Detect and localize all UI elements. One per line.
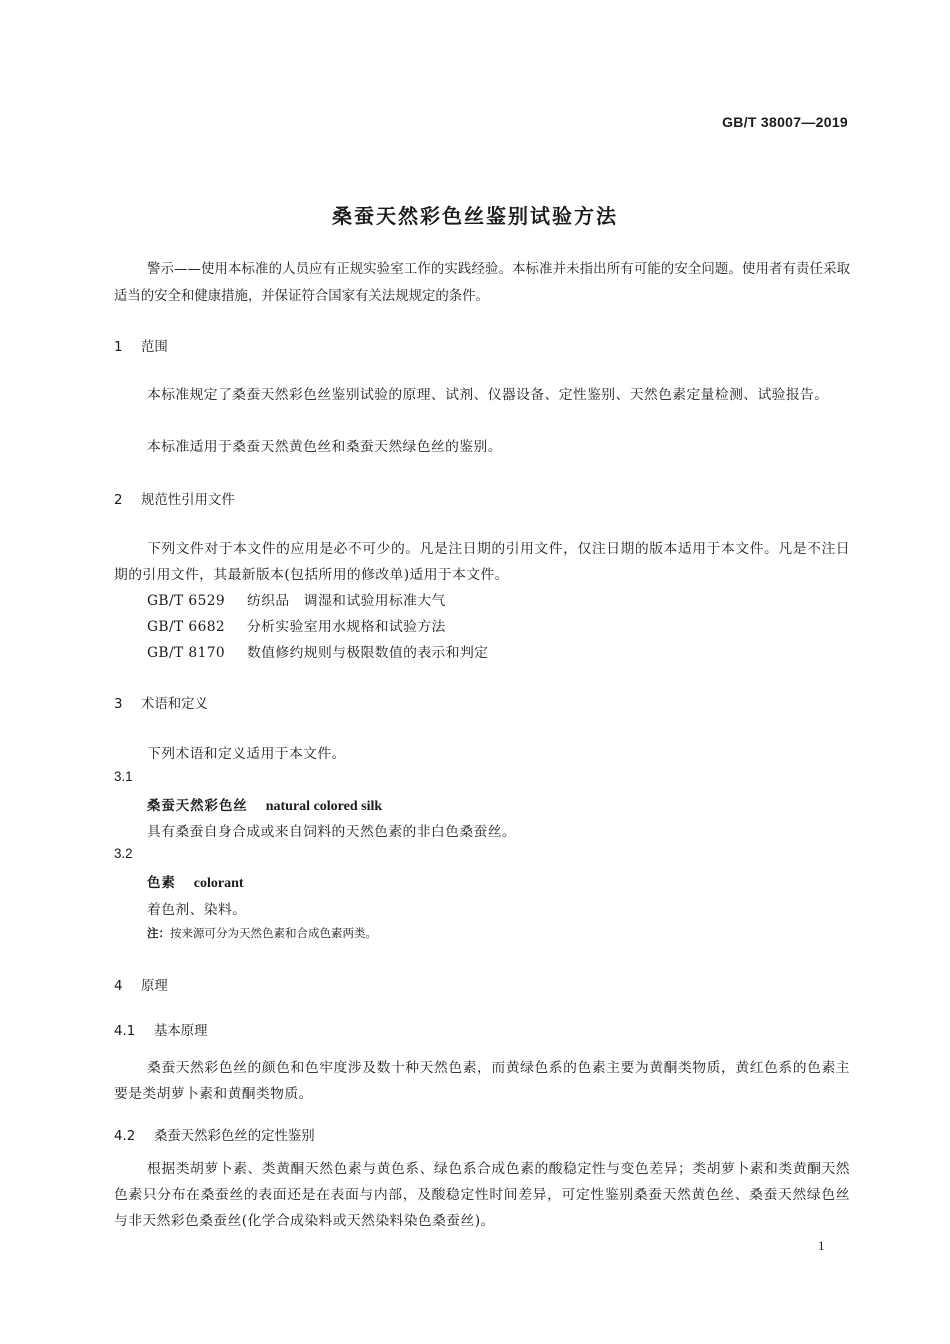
term-number: 3.2 xyxy=(114,846,133,861)
qualitative-identification-paragraph: 根据类胡萝卜素、类黄酮天然色素与黄色系、绿色系合成色素的酸稳定性与变色差异；类胡萝卜素和类黄酮天然色素只分布在桑蚕丝的表面还是在表面与内部，及酸稳定性时间差异，可定性鉴别桑蚕天然黄色丝、桑蚕天然绿色丝与非天然彩色桑蚕丝(化学合成染料或天然染料染色桑蚕丝)。 xyxy=(114,1161,850,1229)
section-2-heading xyxy=(114,489,235,508)
subsection-title: 桑蚕天然彩色丝的定性鉴别 xyxy=(154,1129,315,1144)
note-label: 注： xyxy=(147,926,170,940)
section-number: 2 xyxy=(114,493,123,508)
term-definition: 着色剂、染料。 xyxy=(147,902,247,918)
reference-item xyxy=(147,641,488,661)
term-chinese: 色素 xyxy=(147,876,176,891)
section-number: 3 xyxy=(114,697,123,712)
term-note xyxy=(147,925,377,941)
principle-paragraph: 桑蚕天然彩色丝的颜色和色牢度涉及数十种天然色素，而黄绿色系的色素主要为黄酮类物质，黄红色系的色素主要是类胡萝卜素和黄酮类物质。 xyxy=(114,1060,850,1102)
section-1-heading xyxy=(114,336,168,355)
term-number: 3.1 xyxy=(114,769,133,784)
subsection-4-2-heading xyxy=(114,1125,315,1144)
standard-code: GB/T 38007—2019 xyxy=(722,114,848,130)
terms-intro: 下列术语和定义适用于本文件。 xyxy=(147,746,346,762)
subsection-title: 基本原理 xyxy=(154,1024,208,1039)
term-english: natural colored silk xyxy=(265,799,383,814)
reference-code: GB/T 8170 xyxy=(147,645,226,661)
reference-item xyxy=(147,615,446,635)
section-title: 范围 xyxy=(141,340,168,355)
note-text: 按来源可分为天然色素和合成色素两类。 xyxy=(170,926,377,940)
reference-title: 数值修约规则与极限数值的表示和判定 xyxy=(247,645,489,661)
reference-item xyxy=(147,589,446,609)
term-chinese: 桑蚕天然彩色丝 xyxy=(147,799,248,814)
reference-code: GB/T 6682 xyxy=(147,619,226,635)
subsection-4-1-heading xyxy=(114,1020,208,1039)
section-3-heading xyxy=(114,693,208,712)
term-english: colorant xyxy=(193,876,244,891)
reference-title: 分析实验室用水规格和试验方法 xyxy=(247,619,446,635)
reference-title: 纺织品 调湿和试验用标准大气 xyxy=(247,593,446,609)
term-definition: 具有桑蚕自身合成或来自饲料的天然色素的非白色桑蚕丝。 xyxy=(147,824,517,840)
reference-code: GB/T 6529 xyxy=(147,593,226,609)
section-title: 术语和定义 xyxy=(141,697,208,712)
term-entry xyxy=(147,872,244,892)
section-title: 规范性引用文件 xyxy=(141,493,235,508)
references-intro-paragraph: 下列文件对于本文件的应用是必不可少的。凡是注日期的引用文件，仅注日期的版本适用于本文件。凡是不注日期的引用文件，其最新版本(包括所用的修改单)适用于本文件。 xyxy=(114,541,850,583)
section-number: 4 xyxy=(114,979,123,994)
subsection-number: 4.1 xyxy=(114,1024,136,1039)
scope-paragraph-1: 本标准规定了桑蚕天然彩色丝鉴别试验的原理、试剂、仪器设备、定性鉴别、天然色素定量检测、试验报告。 xyxy=(147,387,829,403)
section-title: 原理 xyxy=(141,979,168,994)
subsection-number: 4.2 xyxy=(114,1129,136,1144)
term-entry xyxy=(147,795,382,815)
section-number: 1 xyxy=(114,340,123,355)
warning-paragraph: 警示——使用本标准的人员应有正规实验室工作的实践经验。本标准并未指出所有可能的安全问题。使用者有责任采取适当的安全和健康措施，并保证符合国家有关法规规定的条件。 xyxy=(114,262,850,304)
section-4-heading xyxy=(114,975,168,994)
page-number: 1 xyxy=(818,1238,825,1253)
document-title: 桑蚕天然彩色丝鉴别试验方法 xyxy=(332,204,618,228)
scope-paragraph-2: 本标准适用于桑蚕天然黄色丝和桑蚕天然绿色丝的鉴别。 xyxy=(147,439,502,455)
